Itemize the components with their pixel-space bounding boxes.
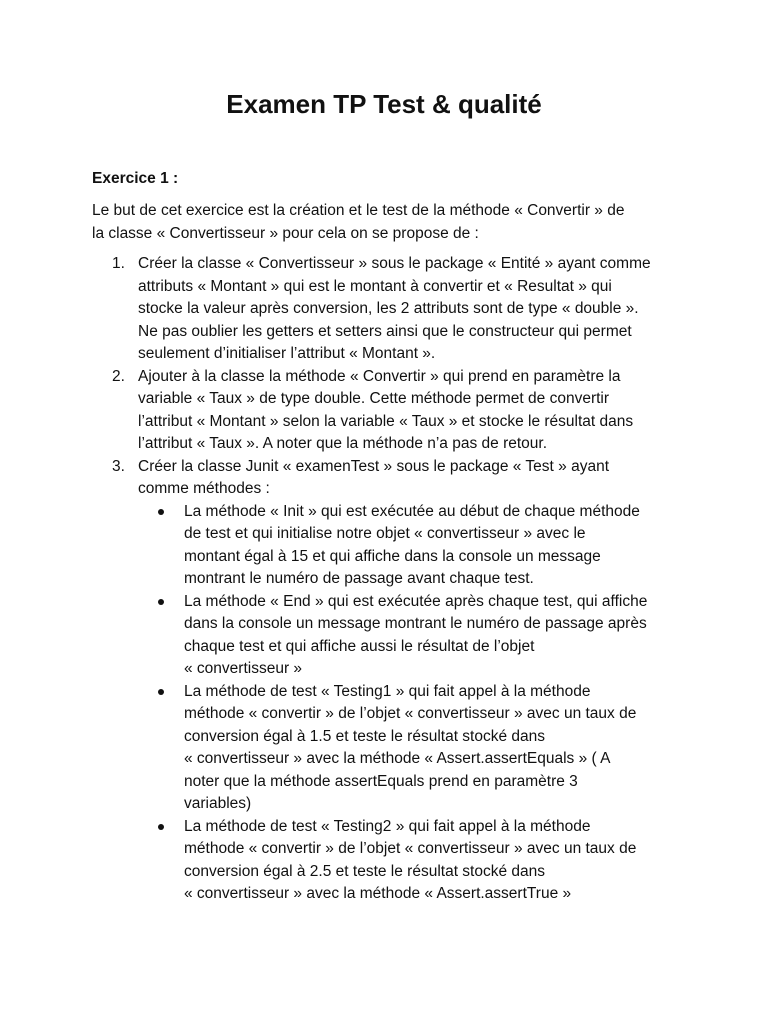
bullet-line: dans la console un message montrant le numéro de passage après bbox=[184, 615, 647, 632]
bullet-line: « convertisseur » avec la méthode « Assert.assertEquals » ( A bbox=[184, 750, 611, 767]
step-line: stocke la valeur après conversion, les 2 attributs sont de type « double ». bbox=[138, 300, 639, 317]
bullet-line: noter que la méthode assertEquals prend en paramètre 3 bbox=[184, 772, 578, 790]
bullet-item-end bbox=[134, 591, 692, 681]
intro-paragraph bbox=[92, 200, 692, 245]
step-line: l’attribut « Montant » selon la variable « Taux » et stocke le résultat dans bbox=[138, 412, 634, 430]
bullet-line: méthode « convertir » de l’objet « convertisseur » avec un taux de bbox=[184, 705, 637, 722]
bullet-dot-icon bbox=[158, 689, 164, 695]
step-line: Ajouter à la classe la méthode « Convertir » qui prend en paramètre la bbox=[138, 367, 621, 385]
step-line: Ne pas oublier les getters et setters ainsi que le constructeur qui permet bbox=[138, 322, 632, 340]
methods-bullet-list bbox=[134, 501, 692, 906]
step-line: Créer la classe « Convertisseur » sous le package « Entité » ayant comme bbox=[138, 255, 651, 272]
bullet-line: montrant le numéro de passage avant chaque test. bbox=[184, 570, 534, 587]
bullet-line: de test et qui initialise notre objet « convertisseur » avec le bbox=[184, 525, 586, 542]
bullet-line: La méthode « Init » qui est exécutée au début de chaque méthode bbox=[184, 502, 640, 520]
bullet-line: conversion égal à 2.5 et teste le résultat stocké dans bbox=[184, 862, 546, 880]
step-line: comme méthodes : bbox=[138, 480, 270, 497]
step-line: variable « Taux » de type double. Cette méthode permet de convertir bbox=[138, 390, 610, 407]
bullet-line: « convertisseur » bbox=[184, 660, 303, 677]
bullet-line: La méthode « End » qui est exécutée après chaque test, qui affiche bbox=[184, 592, 648, 610]
intro-line: la classe « Convertisseur » pour cela on se propose de : bbox=[92, 224, 479, 242]
steps-list bbox=[92, 253, 692, 906]
step-line: seulement d’initialiser l’attribut « Montant ». bbox=[138, 345, 436, 362]
step-line: Créer la classe Junit « examenTest » sous le package « Test » ayant bbox=[138, 457, 610, 475]
bullet-dot-icon bbox=[158, 599, 164, 605]
step-line: l’attribut « Taux ». A noter que la méthode n’a pas de retour. bbox=[138, 435, 548, 452]
step-item-2 bbox=[92, 366, 692, 456]
bullet-dot-icon bbox=[158, 509, 164, 515]
intro-line: Le but de cet exercice est la création et le test de la méthode « Convertir » de bbox=[92, 202, 625, 219]
document-title: Examen TP Test & qualité bbox=[226, 89, 542, 119]
step-number: 3. bbox=[112, 457, 125, 475]
step-item-3 bbox=[92, 456, 692, 906]
bullet-item-testing2 bbox=[134, 816, 692, 906]
bullet-line: montant égal à 15 et qui affiche dans la console un message bbox=[184, 547, 601, 565]
step-line: attributs « Montant » qui est le montant à convertir et « Resultat » qui bbox=[138, 277, 612, 295]
step-number: 1. bbox=[112, 255, 125, 272]
step-number: 2. bbox=[112, 367, 125, 385]
step-item-1 bbox=[92, 253, 692, 366]
bullet-line: méthode « convertir » de l’objet « convertisseur » avec un taux de bbox=[184, 840, 637, 857]
bullet-line: « convertisseur » avec la méthode « Assert.assertTrue » bbox=[184, 885, 572, 902]
bullet-dot-icon bbox=[158, 824, 164, 830]
bullet-item-testing1 bbox=[134, 681, 692, 816]
bullet-line: La méthode de test « Testing1 » qui fait appel à la méthode bbox=[184, 682, 591, 700]
bullet-line: variables) bbox=[184, 795, 252, 812]
bullet-line: conversion égal à 1.5 et teste le résultat stocké dans bbox=[184, 727, 546, 745]
bullet-item-init bbox=[134, 501, 692, 591]
exercise-heading: Exercice 1 : bbox=[92, 170, 179, 187]
bullet-line: chaque test et qui affiche aussi le résultat de l’objet bbox=[184, 637, 535, 655]
bullet-line: La méthode de test « Testing2 » qui fait appel à la méthode bbox=[184, 817, 591, 835]
